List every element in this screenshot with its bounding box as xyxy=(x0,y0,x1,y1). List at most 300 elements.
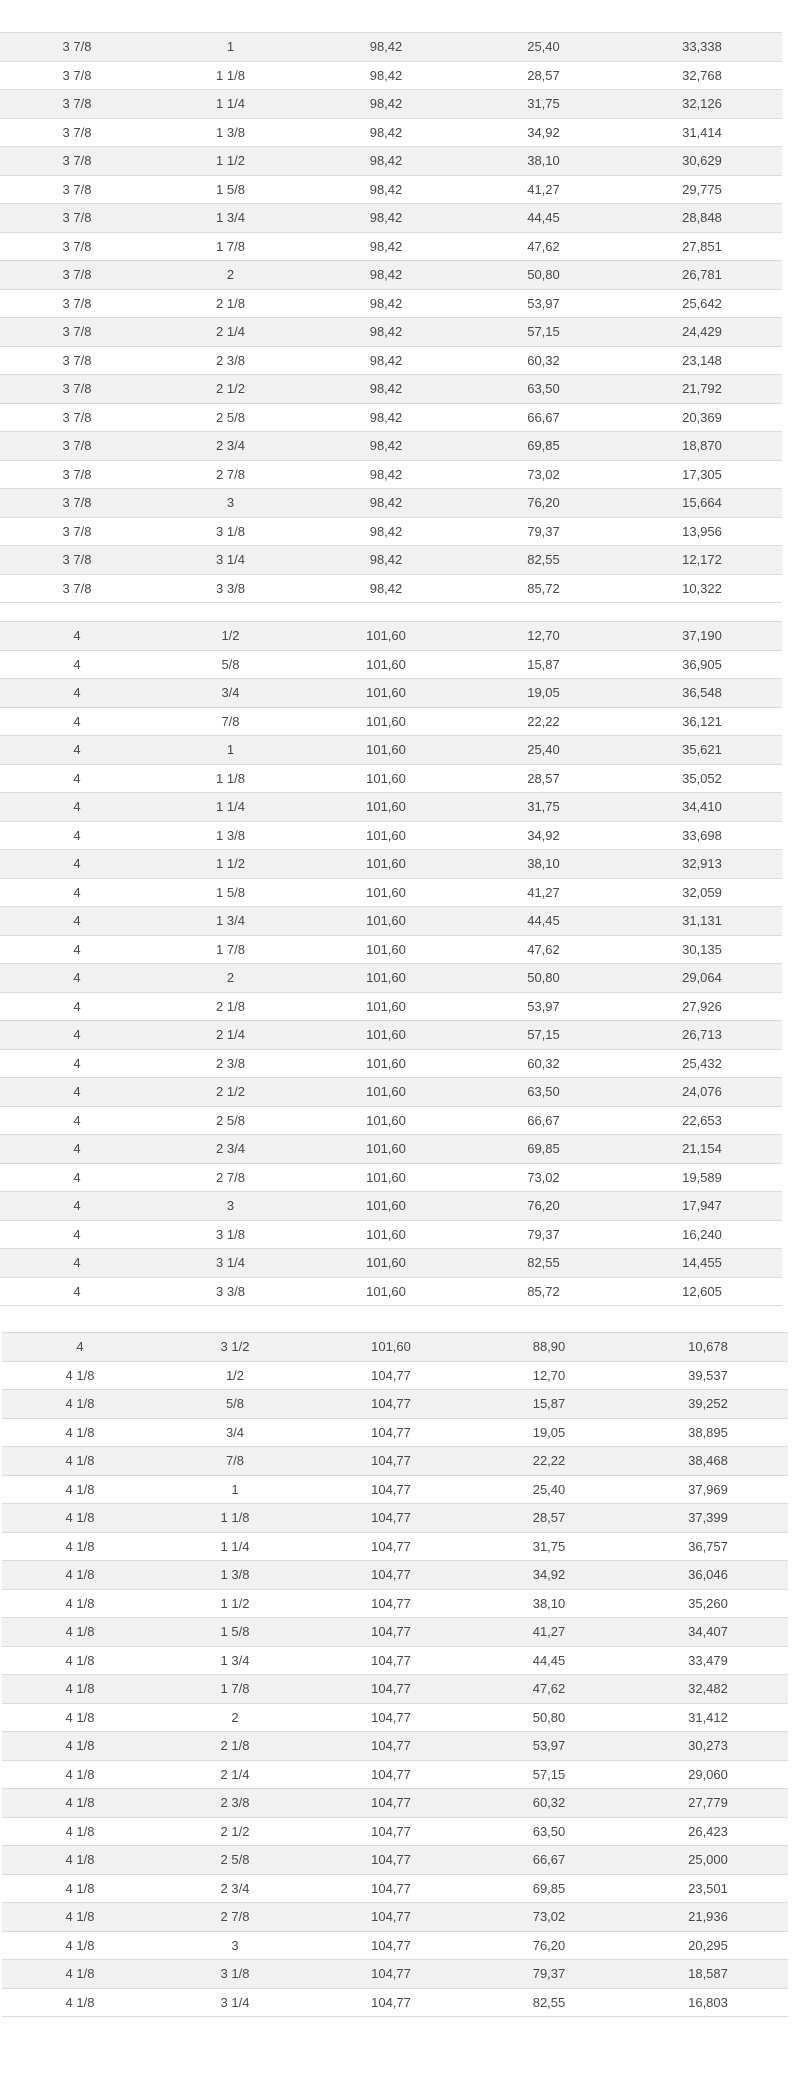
table-row xyxy=(0,546,782,575)
table-cell: 47,62 xyxy=(527,238,560,254)
table-cell: 104,77 xyxy=(371,1595,411,1611)
table-cell: 3 1/4 xyxy=(220,1994,250,2010)
table-row xyxy=(0,765,782,794)
table-cell: 4 xyxy=(73,1198,81,1213)
table-cell: 98,42 xyxy=(369,295,403,311)
table-cell: 104,77 xyxy=(371,1966,411,1981)
table-cell: 22,653 xyxy=(682,1112,722,1128)
table-cell: 4 xyxy=(73,970,81,985)
table-cell: 2 1/4 xyxy=(216,324,245,339)
table-row xyxy=(0,461,782,490)
table-cell: 101,60 xyxy=(366,656,406,672)
table-row xyxy=(0,850,782,879)
table-cell: 4 xyxy=(73,713,81,729)
table-cell: 73,02 xyxy=(532,1909,566,1924)
table-cell: 3 7/8 xyxy=(62,466,92,482)
table-cell: 1/2 xyxy=(225,1367,245,1383)
table-cell: 26,781 xyxy=(682,267,722,282)
table-cell: 98,42 xyxy=(369,210,403,225)
table-cell: 25,432 xyxy=(682,1055,722,1071)
table-row xyxy=(0,622,782,651)
table-cell: 98,42 xyxy=(369,381,403,396)
table-cell: 104,77 xyxy=(371,1481,411,1497)
table-cell: 32,126 xyxy=(682,96,722,111)
table-cell: 2 1/4 xyxy=(216,1027,245,1042)
table-cell: 4 xyxy=(73,1141,81,1156)
table-cell: 101,60 xyxy=(366,913,406,928)
table-cell: 4 xyxy=(73,1169,81,1185)
table-cell: 3 7/8 xyxy=(62,39,92,54)
table-cell: 38,895 xyxy=(688,1424,728,1440)
table-cell: 3 7/8 xyxy=(62,124,92,140)
table-row xyxy=(0,1107,782,1136)
table-cell: 4 xyxy=(73,770,81,786)
table-cell: 4 1/8 xyxy=(65,1624,95,1639)
table-cell: 63,50 xyxy=(527,1084,560,1099)
table-cell: 1 1/4 xyxy=(216,96,245,111)
table-cell: 38,10 xyxy=(532,1595,566,1611)
table-cell: 104,77 xyxy=(371,1994,411,2010)
table-cell: 104,77 xyxy=(371,1510,411,1525)
table-cell: 82,55 xyxy=(527,552,560,567)
table-cell: 4 1/8 xyxy=(65,1424,95,1440)
table-cell: 32,059 xyxy=(682,884,722,900)
table-cell: 12,605 xyxy=(682,1283,722,1299)
table-cell: 2 1/8 xyxy=(220,1738,250,1753)
table-cell: 60,32 xyxy=(527,1055,560,1071)
table-cell: 2 3/4 xyxy=(216,438,245,453)
table-cell: 101,60 xyxy=(366,1283,406,1299)
table-cell: 28,57 xyxy=(527,770,560,786)
table-cell: 1 3/4 xyxy=(220,1652,250,1668)
table-cell: 4 xyxy=(73,742,81,757)
table-cell: 82,55 xyxy=(527,1255,560,1270)
table-row xyxy=(0,1221,782,1250)
table-cell: 3/4 xyxy=(221,685,240,700)
table-cell: 17,947 xyxy=(682,1198,722,1213)
table-row xyxy=(0,147,782,176)
table-cell: 38,468 xyxy=(688,1453,728,1468)
table-cell: 33,698 xyxy=(682,827,722,843)
table-cell: 104,77 xyxy=(371,1538,411,1554)
table-row xyxy=(2,1761,788,1790)
table-cell: 3 7/8 xyxy=(62,210,92,225)
table-cell: 4 1/8 xyxy=(65,1823,95,1839)
table-row xyxy=(0,1078,782,1107)
table-cell: 24,076 xyxy=(682,1084,722,1099)
table-cell: 3 7/8 xyxy=(62,352,92,368)
table-cell: 3 1/8 xyxy=(216,523,245,539)
table-cell: 33,479 xyxy=(688,1652,728,1668)
table-cell: 4 1/8 xyxy=(65,1994,95,2010)
table-cell: 3 7/8 xyxy=(62,580,92,596)
table-cell: 27,926 xyxy=(682,998,722,1014)
table-cell: 4 xyxy=(73,941,81,957)
table-cell: 1 3/4 xyxy=(216,913,245,928)
table-cell: 98,42 xyxy=(369,124,403,140)
table-cell: 101,60 xyxy=(366,1198,406,1213)
table-cell: 98,42 xyxy=(369,409,403,425)
table-cell: 7/8 xyxy=(225,1453,245,1468)
table-row xyxy=(0,176,782,205)
table-cell: 98,42 xyxy=(369,466,403,482)
table-cell: 2 3/8 xyxy=(220,1795,250,1810)
table-row xyxy=(0,233,782,262)
table-cell: 98,42 xyxy=(369,495,403,510)
table-cell: 101,60 xyxy=(366,685,406,700)
table-cell: 104,77 xyxy=(371,1453,411,1468)
table-cell: 21,936 xyxy=(688,1909,728,1924)
table-cell: 98,42 xyxy=(369,352,403,368)
table-cell: 14,455 xyxy=(682,1255,722,1270)
table-cell: 33,338 xyxy=(682,39,722,54)
table-cell: 104,77 xyxy=(371,1424,411,1440)
table-row xyxy=(0,907,782,936)
table-cell: 63,50 xyxy=(532,1823,566,1839)
table-cell: 4 1/8 xyxy=(65,1510,95,1525)
table-cell: 4 1/8 xyxy=(65,1880,95,1896)
table-row xyxy=(0,33,782,62)
table-cell: 60,32 xyxy=(527,352,560,368)
table-cell: 39,537 xyxy=(688,1367,728,1383)
table-cell: 31,412 xyxy=(688,1709,728,1725)
table-cell: 4 xyxy=(73,1255,81,1270)
table-cell: 28,57 xyxy=(527,67,560,83)
table-cell: 2 1/8 xyxy=(216,998,245,1014)
table-cell: 104,77 xyxy=(371,1567,411,1582)
table-cell: 2 5/8 xyxy=(216,1112,245,1128)
table-row xyxy=(0,204,782,233)
table-cell: 39,252 xyxy=(688,1396,728,1411)
table-cell: 53,97 xyxy=(532,1738,566,1753)
table-cell: 3 1/2 xyxy=(220,1339,250,1354)
table-cell: 4 1/8 xyxy=(65,1966,95,1981)
table-cell: 1 1/4 xyxy=(216,799,245,814)
table-cell: 4 1/8 xyxy=(65,1396,95,1411)
table-row xyxy=(2,1989,788,2018)
table-block-3 xyxy=(2,1332,788,2017)
table-cell: 1 xyxy=(226,39,235,54)
table-cell: 31,131 xyxy=(682,913,722,928)
table-cell: 3 7/8 xyxy=(62,409,92,425)
table-cell: 69,85 xyxy=(527,1141,560,1156)
table-cell: 41,27 xyxy=(527,181,560,197)
table-cell: 3 7/8 xyxy=(62,153,92,168)
table-cell: 53,97 xyxy=(527,295,560,311)
table-cell: 4 xyxy=(73,656,81,672)
table-row xyxy=(2,1704,788,1733)
table-cell: 4 1/8 xyxy=(65,1538,95,1554)
table-cell: 3 7/8 xyxy=(62,438,92,453)
table-cell: 101,60 xyxy=(366,1055,406,1071)
table-row xyxy=(0,489,782,518)
table-cell: 101,60 xyxy=(366,1141,406,1156)
table-cell: 36,757 xyxy=(688,1538,728,1554)
table-cell: 44,45 xyxy=(527,913,560,928)
table-row xyxy=(0,1192,782,1221)
table-row xyxy=(2,1447,788,1476)
table-cell: 101,60 xyxy=(366,1255,406,1270)
table-cell: 2 xyxy=(231,1709,239,1725)
table-cell: 69,85 xyxy=(532,1880,566,1896)
table-cell: 2 3/8 xyxy=(216,1055,245,1071)
table-cell: 35,621 xyxy=(682,742,722,757)
table-cell: 1 xyxy=(231,1481,239,1497)
table-cell: 4 xyxy=(73,913,81,928)
table-row xyxy=(2,1590,788,1619)
table-cell: 101,60 xyxy=(371,1339,411,1354)
table-row xyxy=(0,936,782,965)
table-cell: 98,42 xyxy=(369,238,403,254)
table-block-2 xyxy=(0,621,782,1306)
table-cell: 2 1/2 xyxy=(220,1823,250,1839)
table-cell: 31,75 xyxy=(532,1538,566,1554)
table-cell: 57,15 xyxy=(527,324,560,339)
table-row xyxy=(0,793,782,822)
table-cell: 101,60 xyxy=(366,1226,406,1242)
table-cell: 21,792 xyxy=(682,381,722,396)
table-row xyxy=(0,1135,782,1164)
table-row xyxy=(0,1249,782,1278)
table-row xyxy=(2,1846,788,1875)
table-cell: 101,60 xyxy=(366,742,406,757)
table-cell: 101,60 xyxy=(366,770,406,786)
table-cell: 2 7/8 xyxy=(220,1909,250,1924)
table-cell: 66,67 xyxy=(527,1112,560,1128)
table-cell: 12,70 xyxy=(532,1367,566,1383)
table-cell: 2 3/4 xyxy=(216,1141,245,1156)
table-cell: 1 xyxy=(226,742,235,757)
table-cell: 20,369 xyxy=(682,409,722,425)
table-cell: 101,60 xyxy=(366,856,406,871)
table-cell: 26,423 xyxy=(688,1823,728,1839)
table-cell: 10,678 xyxy=(688,1339,728,1354)
table-cell: 104,77 xyxy=(371,1766,411,1782)
table-cell: 34,407 xyxy=(688,1624,728,1639)
table-row xyxy=(2,1675,788,1704)
table-cell: 31,414 xyxy=(682,124,722,140)
table-cell: 29,064 xyxy=(682,970,722,985)
table-row xyxy=(2,1561,788,1590)
table-cell: 1 5/8 xyxy=(216,884,245,900)
table-cell: 98,42 xyxy=(369,181,403,197)
table-cell: 104,77 xyxy=(371,1652,411,1668)
table-row xyxy=(0,404,782,433)
table-row xyxy=(0,261,782,290)
table-cell: 101,60 xyxy=(366,1112,406,1128)
table-cell: 1 1/2 xyxy=(216,856,245,871)
table-cell: 3 7/8 xyxy=(62,552,92,567)
table-cell: 4 xyxy=(73,1112,81,1128)
table-cell: 2 3/4 xyxy=(220,1880,250,1896)
table-row xyxy=(2,1390,788,1419)
table-cell: 29,060 xyxy=(688,1766,728,1782)
table-cell: 4 xyxy=(73,856,81,871)
table-cell: 37,399 xyxy=(688,1510,728,1525)
table-cell: 4 xyxy=(73,884,81,900)
table-cell: 101,60 xyxy=(366,1084,406,1099)
table-cell: 36,046 xyxy=(688,1567,728,1582)
table-cell: 76,20 xyxy=(532,1937,566,1953)
table-cell: 3 7/8 xyxy=(62,267,92,282)
table-cell: 98,42 xyxy=(369,267,403,282)
table-cell: 1 7/8 xyxy=(216,941,245,957)
table-row xyxy=(2,1932,788,1961)
table-cell: 98,42 xyxy=(369,523,403,539)
table-row xyxy=(2,1960,788,1989)
table-cell: 4 xyxy=(73,1027,81,1042)
table-cell: 7/8 xyxy=(221,713,240,729)
table-cell: 34,92 xyxy=(527,827,560,843)
table-cell: 4 xyxy=(73,685,81,700)
table-cell: 47,62 xyxy=(527,941,560,957)
table-cell: 4 xyxy=(73,1283,81,1299)
table-cell: 3 xyxy=(226,495,235,510)
table-block-1 xyxy=(0,32,782,603)
table-cell: 20,295 xyxy=(688,1937,728,1953)
table-row xyxy=(2,1732,788,1761)
table-row xyxy=(0,822,782,851)
table-cell: 1 5/8 xyxy=(220,1624,250,1639)
table-row xyxy=(2,1875,788,1904)
table-cell: 3 1/8 xyxy=(216,1226,245,1242)
table-cell: 44,45 xyxy=(527,210,560,225)
table-cell: 2 7/8 xyxy=(216,1169,245,1185)
table-cell: 32,913 xyxy=(682,856,722,871)
table-row xyxy=(0,708,782,737)
table-cell: 25,40 xyxy=(527,742,560,757)
table-cell: 25,642 xyxy=(682,295,722,311)
table-cell: 25,40 xyxy=(527,39,560,54)
table-cell: 23,148 xyxy=(682,352,722,368)
table-cell: 4 xyxy=(73,1084,81,1099)
table-cell: 4 1/8 xyxy=(65,1567,95,1582)
table-row xyxy=(0,1021,782,1050)
table-cell: 3/4 xyxy=(225,1424,245,1440)
table-cell: 4 1/8 xyxy=(65,1595,95,1611)
table-cell: 1/2 xyxy=(221,628,240,643)
table-row xyxy=(2,1533,788,1562)
table-cell: 35,052 xyxy=(682,770,722,786)
table-cell: 38,10 xyxy=(527,153,560,168)
table-cell: 3 7/8 xyxy=(62,495,92,510)
table-cell: 104,77 xyxy=(371,1681,411,1696)
table-row xyxy=(2,1647,788,1676)
table-cell: 3 xyxy=(231,1937,239,1953)
table-row xyxy=(0,62,782,91)
table-cell: 47,62 xyxy=(532,1681,566,1696)
table-cell: 30,135 xyxy=(682,941,722,957)
table-cell: 98,42 xyxy=(369,39,403,54)
table-cell: 23,501 xyxy=(688,1880,728,1896)
table-cell: 5/8 xyxy=(221,656,240,672)
table-cell: 53,97 xyxy=(527,998,560,1014)
table-cell: 2 5/8 xyxy=(220,1852,250,1867)
table-cell: 22,22 xyxy=(527,713,560,729)
table-cell: 4 xyxy=(73,998,81,1014)
table-cell: 2 1/8 xyxy=(216,295,245,311)
table-cell: 1 1/2 xyxy=(220,1595,250,1611)
table-cell: 50,80 xyxy=(527,267,560,282)
table-cell: 34,92 xyxy=(527,124,560,140)
table-cell: 1 3/8 xyxy=(216,124,245,140)
table-cell: 30,629 xyxy=(682,153,722,168)
table-row xyxy=(2,1504,788,1533)
table-cell: 15,87 xyxy=(532,1396,566,1411)
table-cell: 101,60 xyxy=(366,941,406,957)
table-cell: 57,15 xyxy=(527,1027,560,1042)
table-cell: 4 1/8 xyxy=(65,1681,95,1696)
table-cell: 41,27 xyxy=(532,1624,566,1639)
table-cell: 36,121 xyxy=(682,713,722,729)
table-cell: 1 7/8 xyxy=(216,238,245,254)
table-row xyxy=(0,993,782,1022)
table-cell: 5/8 xyxy=(225,1396,245,1411)
table-row xyxy=(2,1818,788,1847)
table-cell: 4 1/8 xyxy=(65,1852,95,1867)
table-cell: 101,60 xyxy=(366,970,406,985)
table-cell: 31,75 xyxy=(527,96,560,111)
table-row xyxy=(2,1362,788,1391)
table-cell: 4 1/8 xyxy=(65,1795,95,1810)
table-cell: 69,85 xyxy=(527,438,560,453)
table-cell: 13,956 xyxy=(682,523,722,539)
table-cell: 101,60 xyxy=(366,628,406,643)
table-cell: 4 xyxy=(73,1055,81,1071)
table-row xyxy=(0,1164,782,1193)
table-cell: 44,45 xyxy=(532,1652,566,1668)
table-cell: 3 1/4 xyxy=(216,1255,245,1270)
table-cell: 4 1/8 xyxy=(65,1766,95,1782)
table-cell: 4 1/8 xyxy=(65,1738,95,1753)
table-cell: 2 1/4 xyxy=(220,1766,250,1782)
table-cell: 66,67 xyxy=(527,409,560,425)
table-row xyxy=(2,1903,788,1932)
table-cell: 2 xyxy=(226,970,235,985)
table-cell: 10,322 xyxy=(682,580,722,596)
table-cell: 28,848 xyxy=(682,210,722,225)
table-cell: 34,410 xyxy=(682,799,722,814)
table-cell: 101,60 xyxy=(366,1027,406,1042)
table-cell: 4 1/8 xyxy=(65,1652,95,1668)
table-cell: 25,40 xyxy=(532,1481,566,1497)
table-cell: 1 3/8 xyxy=(216,827,245,843)
table-cell: 101,60 xyxy=(366,799,406,814)
table-cell: 27,779 xyxy=(688,1795,728,1810)
table-cell: 85,72 xyxy=(527,1283,560,1299)
table-cell: 3 7/8 xyxy=(62,181,92,197)
table-cell: 37,190 xyxy=(682,628,722,643)
table-cell: 27,851 xyxy=(682,238,722,254)
table-row xyxy=(2,1618,788,1647)
table-cell: 98,42 xyxy=(369,96,403,111)
table-cell: 26,713 xyxy=(682,1027,722,1042)
table-cell: 34,92 xyxy=(532,1567,566,1582)
table-cell: 2 xyxy=(226,267,235,282)
table-cell: 1 1/2 xyxy=(216,153,245,168)
table-cell: 22,22 xyxy=(532,1453,566,1468)
table-cell: 30,273 xyxy=(688,1738,728,1753)
table-cell: 3 xyxy=(226,1198,235,1213)
table-cell: 18,587 xyxy=(688,1966,728,1981)
table-row xyxy=(0,575,782,604)
table-cell: 98,42 xyxy=(369,324,403,339)
table-cell: 73,02 xyxy=(527,466,560,482)
table-cell: 2 5/8 xyxy=(216,409,245,425)
table-cell: 4 xyxy=(73,628,81,643)
table-cell: 25,000 xyxy=(688,1852,728,1867)
table-cell: 82,55 xyxy=(532,1994,566,2010)
